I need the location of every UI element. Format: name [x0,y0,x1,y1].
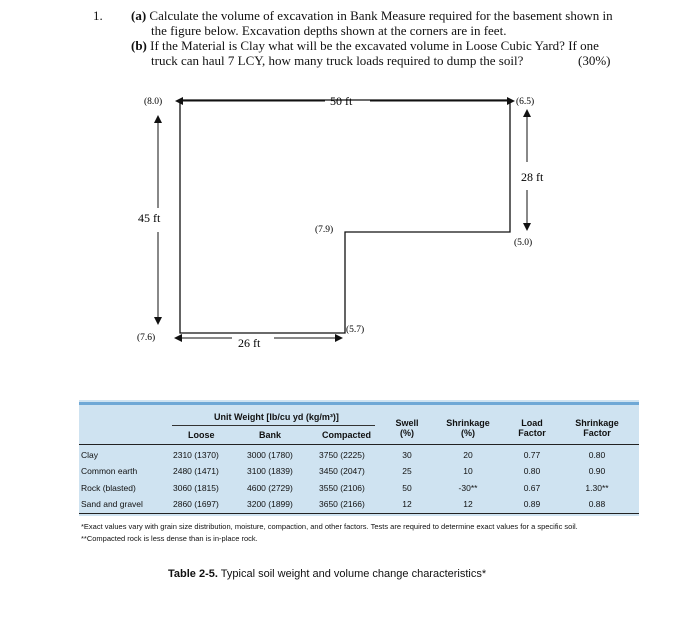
row-swell: 12 [402,499,412,509]
row-loose: 3060 (1815) [173,483,219,493]
row-loose: 2480 (1471) [173,466,219,476]
row-shrinkage: 10 [463,466,473,476]
caption-text: Typical soil weight and volume change characteristics* [220,568,487,580]
bottom-rule [79,513,639,514]
row-swell: 25 [402,466,412,476]
row-loose: 2310 (1370) [173,450,219,460]
unit-weight-header: Unit Weight [lb/cu yd (kg/m³)] [214,412,339,422]
row-loose: 2860 (1697) [173,499,219,509]
row-shrinkage-factor: 0.90 [588,466,606,476]
top-dim-label: 50 ft [330,94,353,108]
table-top-rule [79,402,639,405]
row-shrinkage-factor: 0.88 [588,499,606,509]
shrinkage-factor-header-1: Shrinkage [575,418,619,428]
question-weight: (30%) [578,53,611,68]
row-compacted: 3450 (2047) [319,466,365,476]
col-compacted-header: Compacted [322,430,372,440]
row-bank: 4600 (2729) [247,483,293,493]
row-swell: 50 [402,483,412,493]
row-compacted: 3650 (2166) [319,499,365,509]
row-shrinkage-factor: 0.80 [588,450,606,460]
row-shrinkage: -30** [458,483,478,493]
shrinkage-header-2: (%) [461,428,475,438]
row-material: Rock (blasted) [81,483,136,493]
depth-top-left: (8.0) [144,97,163,107]
part-b-label: (b) [131,38,147,53]
soil-table [79,400,639,516]
load-factor-header-2: Factor [518,428,546,438]
row-shrinkage-factor: 1.30** [585,483,609,493]
row-material: Clay [81,450,99,460]
right-dim-label: 28 ft [521,170,544,184]
left-dim-label: 45 ft [138,211,161,225]
col-bank-header: Bank [259,430,282,440]
part-a-text: Calculate the volume of excavation in Bank Measure required for the basement shown in [149,8,613,23]
swell-header-1: Swell [395,418,419,428]
unit-weight-underline [172,425,375,426]
depth-bottom-inner: (5.7) [346,325,365,335]
basement-outline [180,100,510,333]
col-shrinkage-header [446,418,490,438]
row-bank: 3100 (1839) [247,466,293,476]
part-b-line-2: truck can haul 7 LCY, how many truck loads required to dump the soil? [151,53,524,68]
depth-top-right: (6.5) [516,97,535,107]
bottom-dim-label: 26 ft [238,336,261,350]
question-number: 1. [93,8,103,23]
row-material: Sand and gravel [81,499,143,509]
row-load-factor: 0.80 [523,466,541,476]
row-swell: 30 [402,450,412,460]
part-b-text: If the Material is Clay what will be the excavated volume in Loose Cubic Yard? If one [150,38,599,53]
caption-label: Table 2-5. [168,568,218,580]
footnote-1: *Exact values vary with grain size distribution, moisture, compaction, and other factors. Tests are required to determine exact values for a specific soil. [81,522,578,531]
header-rule [79,444,639,445]
part-a-line-2: the figure below. Excavation depths shown at the corners are in feet. [151,23,507,38]
shrinkage-factor-header-2: Factor [583,428,611,438]
shrinkage-header-1: Shrinkage [446,418,490,428]
row-bank: 3000 (1780) [247,450,293,460]
row-shrinkage: 20 [463,450,473,460]
row-load-factor: 0.77 [523,450,541,460]
col-shrinkage-factor-header [573,418,621,438]
col-swell-header [395,418,419,438]
footnote-2: **Compacted rock is less dense than is in-place rock. [81,534,258,543]
col-load-factor-header [516,418,548,438]
depth-bottom-left: (7.6) [137,333,156,343]
row-material: Common earth [81,466,138,476]
part-a-label: (a) [131,8,147,23]
row-shrinkage: 12 [463,499,473,509]
col-loose-header: Loose [188,430,215,440]
row-compacted: 3750 (2225) [319,450,365,460]
depth-inner-corner: (7.9) [315,225,334,235]
depth-right-mid: (5.0) [514,238,533,248]
swell-header-2: (%) [400,428,414,438]
row-compacted: 3550 (2106) [319,483,365,493]
row-load-factor: 0.67 [523,483,541,493]
row-bank: 3200 (1899) [247,499,293,509]
load-factor-header-1: Load [521,418,543,428]
row-load-factor: 0.89 [523,499,541,509]
table-caption [168,568,486,580]
